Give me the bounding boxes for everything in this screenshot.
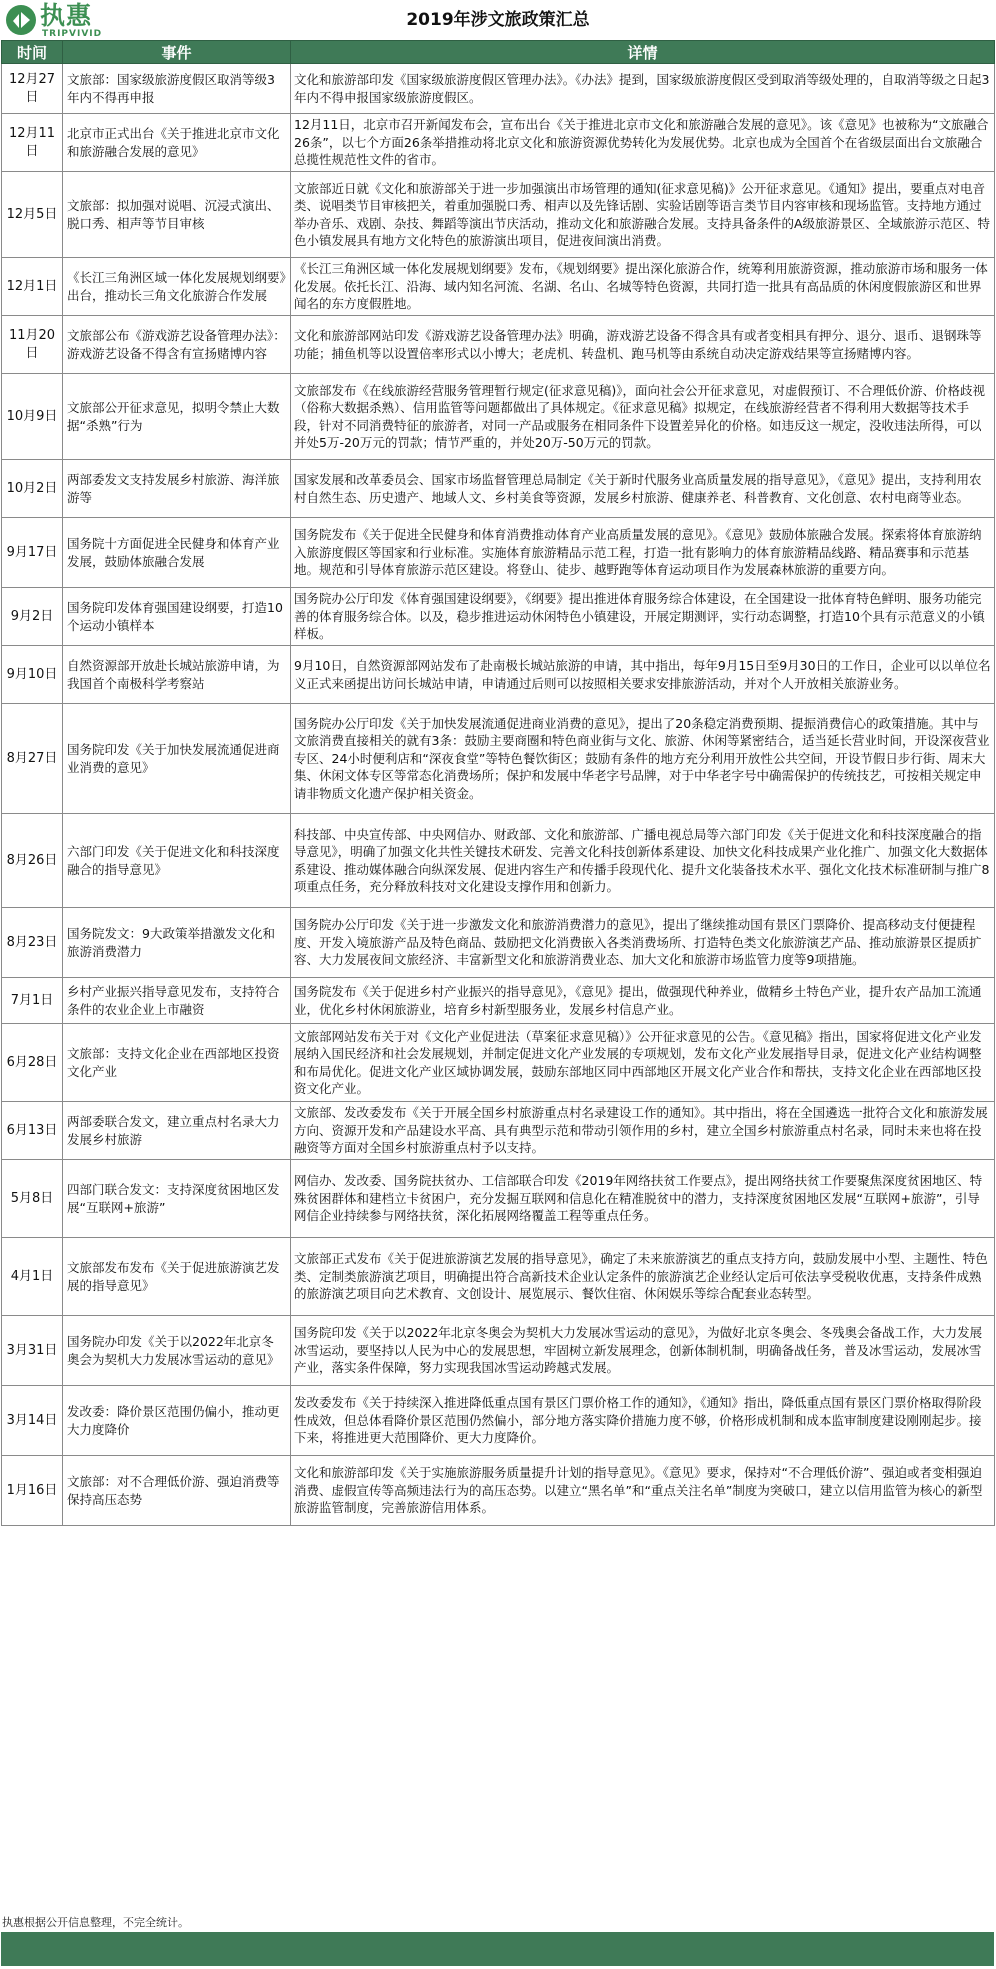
table-row <box>2 1316 995 1386</box>
page-header <box>0 0 996 40</box>
row-detail: 《长江三角洲区域一体化发展规划纲要》发布，《规划纲要》提出深化旅游合作，统筹利用旅游资源，推动旅游市场和服务一体化发展。依托长江、沿海、域内知名河流、名湖、名山、名城等特色资源，共同打造一批具有高品质的休闲度假旅游区和世界闻名的东方度假胜地。 <box>291 258 995 316</box>
table-row <box>2 704 995 814</box>
row-date: 8月23日 <box>2 908 63 978</box>
table-row <box>2 978 995 1024</box>
row-event: 文旅部公开征求意见，拟明令禁止大数据“杀熟”行为 <box>63 374 291 460</box>
row-detail: 文旅部网站发布关于对《文化产业促进法（草案征求意见稿）》公开征求意见的公告。《意见稿》指出，国家将促进文化产业发展纳入国民经济和社会发展规划，并制定促进文化产业发展的专项规划，发布文化产业发展指导目录，促进文化产业结构调整和布局优化。促进文化产业区域协调发展，鼓励东部地区同中西部地区开展文化产业合作和帮扶，支持文化企业在西部地区投资文化产业。 <box>291 1024 995 1102</box>
row-event: 自然资源部开放赴长城站旅游申请，为我国首个南极科学考察站 <box>63 646 291 704</box>
table-body <box>2 64 995 1526</box>
row-date: 10月2日 <box>2 460 63 518</box>
row-detail: 国务院发布《关于促进乡村产业振兴的指导意见》，《意见》提出，做强现代种养业，做精乡土特色产业，提升农产品加工流通业，优化乡村休闲旅游业，培育乡村新型服务业，发展乡村信息产业。 <box>291 978 995 1024</box>
table-row <box>2 460 995 518</box>
row-event: 乡村产业振兴指导意见发布，支持符合条件的农业企业上市融资 <box>63 978 291 1024</box>
footer-bar <box>1 1932 994 1966</box>
row-event: 国务院印发体育强国建设纲要，打造10个运动小镇样本 <box>63 588 291 646</box>
row-event: 文旅部：支持文化企业在西部地区投资文化产业 <box>63 1024 291 1102</box>
row-event: 两部委联合发文，建立重点村名录大力发展乡村旅游 <box>63 1102 291 1160</box>
column-header-detail: 详情 <box>291 41 995 64</box>
row-event: 文旅部：国家级旅游度假区取消等级3年内不得再申报 <box>63 64 291 114</box>
row-detail: 文旅部近日就《文化和旅游部关于进一步加强演出市场管理的通知(征求意见稿)》公开征求意见。《通知》提出，要重点对电音类、说唱类节目审核把关，着重加强脱口秀、相声以及先锋话剧、实验话剧等语言类节目内容审核和现场监管。支持地方通过举办音乐、戏剧、杂技、舞蹈等演出节庆活动，推动文化和旅游融合发展。支持具备条件的A级旅游景区、全域旅游示范区、特色小镇发展具有地方文化特色的旅游演出项目，促进夜间演出消费。 <box>291 172 995 258</box>
row-date: 12月5日 <box>2 172 63 258</box>
row-event: 国务院办印发《关于以2022年北京冬奥会为契机大力发展冰雪运动的意见》 <box>63 1316 291 1386</box>
row-detail: 12月11日，北京市召开新闻发布会，宣布出台《关于推进北京市文化和旅游融合发展的意见》。该《意见》也被称为“文旅融合26条”，以七个方面26条举措推动将北京文化和旅游资源优势转化为发展优势。北京也成为全国首个在省级层面出台文旅融合总揽性规范性文件的省市。 <box>291 114 995 172</box>
footnote: 执惠根据公开信息整理，不完全统计。 <box>2 1916 189 1929</box>
table-row <box>2 172 995 258</box>
table-row <box>2 1024 995 1102</box>
table-row <box>2 1160 995 1238</box>
policy-table <box>1 40 995 1526</box>
row-date: 7月1日 <box>2 978 63 1024</box>
table-row <box>2 1238 995 1316</box>
table-row <box>2 64 995 114</box>
row-date: 3月14日 <box>2 1386 63 1456</box>
row-detail: 发改委发布《关于持续深入推进降低重点国有景区门票价格工作的通知》，《通知》指出，降低重点国有景区门票价格取得阶段性成效，但总体看降价景区范围仍然偏小，部分地方落实降价措施力度不够，价格形成机制和成本监审制度建设刚刚起步。接下来，将推进更大范围降价、更大力度降价。 <box>291 1386 995 1456</box>
row-date: 10月9日 <box>2 374 63 460</box>
row-event: 《长江三角洲区域一体化发展规划纲要》出台，推动长三角文化旅游合作发展 <box>63 258 291 316</box>
row-date: 12月27日 <box>2 64 63 114</box>
row-detail: 文旅部正式发布《关于促进旅游演艺发展的指导意见》，确定了未来旅游演艺的重点支持方向，鼓励发展中小型、主题性、特色类、定制类旅游演艺项目，明确提出符合高新技术企业认定条件的旅游演艺企业经认定后可依法享受税收优惠，支持条件成熟的旅游演艺项目向艺术教育、文创设计、展览展示、餐饮住宿、休闲娱乐等综合配套业态转型。 <box>291 1238 995 1316</box>
logo-subtext: TRIPVIVID <box>42 29 103 39</box>
table-header-row <box>2 41 995 64</box>
row-detail: 国务院发布《关于促进全民健身和体育消费推动体育产业高质量发展的意见》。《意见》鼓励体旅融合发展。探索将体育旅游纳入旅游度假区等国家和行业标准。实施体育旅游精品示范工程，打造一批有影响力的体育旅游精品线路、精品赛事和示范基地。规范和引导体育旅游示范区建设。将登山、徒步、越野跑等体育运动项目作为发展森林旅游的重要方向。 <box>291 518 995 588</box>
row-event: 发改委：降价景区范围仍偏小，推动更大力度降价 <box>63 1386 291 1456</box>
table-row <box>2 258 995 316</box>
row-date: 4月1日 <box>2 1238 63 1316</box>
row-detail: 文化和旅游部印发《国家级旅游度假区管理办法》。《办法》提到，国家级旅游度假区受到取消等级处理的，自取消等级之日起3年内不得申报国家级旅游度假区。 <box>291 64 995 114</box>
row-event: 文旅部：拟加强对说唱、沉浸式演出、脱口秀、相声等节目审核 <box>63 172 291 258</box>
row-event: 六部门印发《关于促进文化和科技深度融合的指导意见》 <box>63 814 291 908</box>
row-detail: 文化和旅游部网站印发《游戏游艺设备管理办法》明确，游戏游艺设备不得含具有或者变相具有押分、退分、退币、退钢珠等功能；捕鱼机等以设置倍率形式以小博大；老虎机、转盘机、跑马机等由系统自动决定游戏结果等宣扬赌博内容。 <box>291 316 995 374</box>
row-event: 文旅部发布发布《关于促进旅游演艺发展的指导意见》 <box>63 1238 291 1316</box>
row-date: 9月2日 <box>2 588 63 646</box>
row-detail: 科技部、中央宣传部、中央网信办、财政部、文化和旅游部、广播电视总局等六部门印发《关于促进文化和科技深度融合的指导意见》，明确了加强文化共性关键技术研发、完善文化科技创新体系建设、加快文化科技成果产业化推广、加强文化大数据体系建设、推动媒体融合向纵深发展、促进内容生产和传播手段现代化、提升文化装备技术水平、强化文化技术标准研制与推广8项重点任务，充分释放科技对文化建设支撑作用和创新力。 <box>291 814 995 908</box>
table-row <box>2 114 995 172</box>
row-detail: 国务院办公厅印发《关于加快发展流通促进商业消费的意见》，提出了20条稳定消费预期、提振消费信心的政策措施。其中与文旅消费直接相关的就有3条：鼓励主要商圈和特色商业街与文化、旅游、休闲等紧密结合，适当延长营业时间，开设深夜营业专区、24小时便利店和“深夜食堂”等特色餐饮街区；鼓励有条件的地方充分利用开放性公共空间，开设节假日步行街、周末大集、休闲文体专区等常态化消费场所；保护和发展中华老字号品牌，对于中华老字号中确需保护的传统技艺，可按相关规定申请非物质文化遗产保护相关资金。 <box>291 704 995 814</box>
row-date: 8月27日 <box>2 704 63 814</box>
row-date: 1月16日 <box>2 1456 63 1526</box>
row-detail: 文化和旅游部印发《关于实施旅游服务质量提升计划的指导意见》。《意见》要求，保持对“不合理低价游”、强迫或者变相强迫消费、虚假宣传等高频违法行为的高压态势。以建立“黑名单”和“重点关注名单”制度为突破口，建立以信用监管为核心的新型旅游监管制度，完善旅游信用体系。 <box>291 1456 995 1526</box>
column-header-event: 事件 <box>63 41 291 64</box>
table-row <box>2 588 995 646</box>
row-date: 8月26日 <box>2 814 63 908</box>
row-date: 11月20日 <box>2 316 63 374</box>
row-detail: 国务院办公厅印发《关于进一步激发文化和旅游消费潜力的意见》，提出了继续推动国有景区门票降价、提高移动支付便捷程度、开发入境旅游产品及特色商品、鼓励把文化消费嵌入各类消费场所、打造特色类文化旅游演艺产品、推动旅游景区提质扩容、大力发展夜间文旅经济、丰富新型文化和旅游消费业态、加大文化和旅游市场监管力度等9项措施。 <box>291 908 995 978</box>
table-row <box>2 374 995 460</box>
table-row <box>2 1386 995 1456</box>
table-row <box>2 1456 995 1526</box>
row-date: 3月31日 <box>2 1316 63 1386</box>
row-detail: 国务院办公厅印发《体育强国建设纲要》，《纲要》提出推进体育服务综合体建设，在全国建设一批体育特色鲜明、服务功能完善的体育服务综合体。以及，稳步推进运动休闲特色小镇建设，开展定期测评，实行动态调整，打造10个具有示范意义的小镇样板。 <box>291 588 995 646</box>
table-row <box>2 646 995 704</box>
row-date: 12月11日 <box>2 114 63 172</box>
row-event: 文旅部：对不合理低价游、强迫消费等保持高压态势 <box>63 1456 291 1526</box>
row-event: 国务院发文：9大政策举措激发文化和旅游消费潜力 <box>63 908 291 978</box>
row-date: 9月10日 <box>2 646 63 704</box>
row-detail: 国家发展和改革委员会、国家市场监督管理总局制定《关于新时代服务业高质量发展的指导意见》，《意见》提出，支持利用农村自然生态、历史遗产、地域人文、乡村美食等资源，发展乡村旅游、健康养老、科普教育、文化创意、农村电商等业态。 <box>291 460 995 518</box>
row-date: 12月1日 <box>2 258 63 316</box>
table-row <box>2 518 995 588</box>
row-date: 5月8日 <box>2 1160 63 1238</box>
row-event: 两部委发文支持发展乡村旅游、海洋旅游等 <box>63 460 291 518</box>
row-detail: 文旅部发布《在线旅游经营服务管理暂行规定(征求意见稿)》，面向社会公开征求意见，对虚假预订、不合理低价游、价格歧视（俗称大数据杀熟）、信用监管等问题都做出了具体规定。《征求意见稿》拟规定，在线旅游经营者不得利用大数据等技术手段，针对不同消费特征的旅游者，对同一产品或服务在相同条件下设置差异化的价格。如违反这一规定，没收违法所得，可以并处5万-20万元的罚款；情节严重的，并处20万-50万元的罚款。 <box>291 374 995 460</box>
row-date: 6月28日 <box>2 1024 63 1102</box>
row-event: 文旅部公布《游戏游艺设备管理办法》：游戏游艺设备不得含有宣扬赌博内容 <box>63 316 291 374</box>
page-title: 2019年涉文旅政策汇总 <box>406 10 590 30</box>
column-header-date: 时间 <box>2 41 63 64</box>
table-row <box>2 1102 995 1160</box>
row-event: 国务院十方面促进全民健身和体育产业发展，鼓励体旅融合发展 <box>63 518 291 588</box>
row-event: 四部门联合发文：支持深度贫困地区发展“互联网+旅游” <box>63 1160 291 1238</box>
table-row <box>2 814 995 908</box>
row-event: 北京市正式出台《关于推进北京市文化和旅游融合发展的意见》 <box>63 114 291 172</box>
table-row <box>2 316 995 374</box>
row-date: 6月13日 <box>2 1102 63 1160</box>
row-date: 9月17日 <box>2 518 63 588</box>
row-event: 国务院印发《关于加快发展流通促进商业消费的意见》 <box>63 704 291 814</box>
row-detail: 9月10日，自然资源部网站发布了赴南极长城站旅游的申请，其中指出，每年9月15日至9月30日的工作日，企业可以以单位名义正式来函提出访问长城站申请，申请通过后则可以按照相关要求安排旅游活动，并对个人开放相关旅游业务。 <box>291 646 995 704</box>
row-detail: 文旅部、发改委发布《关于开展全国乡村旅游重点村名录建设工作的通知》。其中指出，将在全国遴选一批符合文化和旅游发展方向、资源开发和产品建设水平高、具有典型示范和带动引领作用的乡村，建立全国乡村旅游重点村名录，同时未来也将在投融资等方面对全国乡村旅游重点村予以支持。 <box>291 1102 995 1160</box>
row-detail: 国务院印发《关于以2022年北京冬奥会为契机大力发展冰雪运动的意见》，为做好北京冬奥会、冬残奥会备战工作，大力发展冰雪运动，要坚持以人民为中心的发展思想，牢固树立新发展理念，创新体制机制，明确备战任务，普及冰雪运动，发展冰雪产业，落实条件保障，努力实现我国冰雪运动跨越式发展。 <box>291 1316 995 1386</box>
row-detail: 网信办、发改委、国务院扶贫办、工信部联合印发《2019年网络扶贫工作要点》，提出网络扶贫工作要聚焦深度贫困地区、特殊贫困群体和建档立卡贫困户，充分发掘互联网和信息化在精准脱贫中的潜力，支持深度贫困地区发展“互联网+旅游”，引导网信企业持续参与网络扶贫，深化拓展网络覆盖工程等重点任务。 <box>291 1160 995 1238</box>
logo-text: 执惠 <box>40 1 93 30</box>
table-row <box>2 908 995 978</box>
